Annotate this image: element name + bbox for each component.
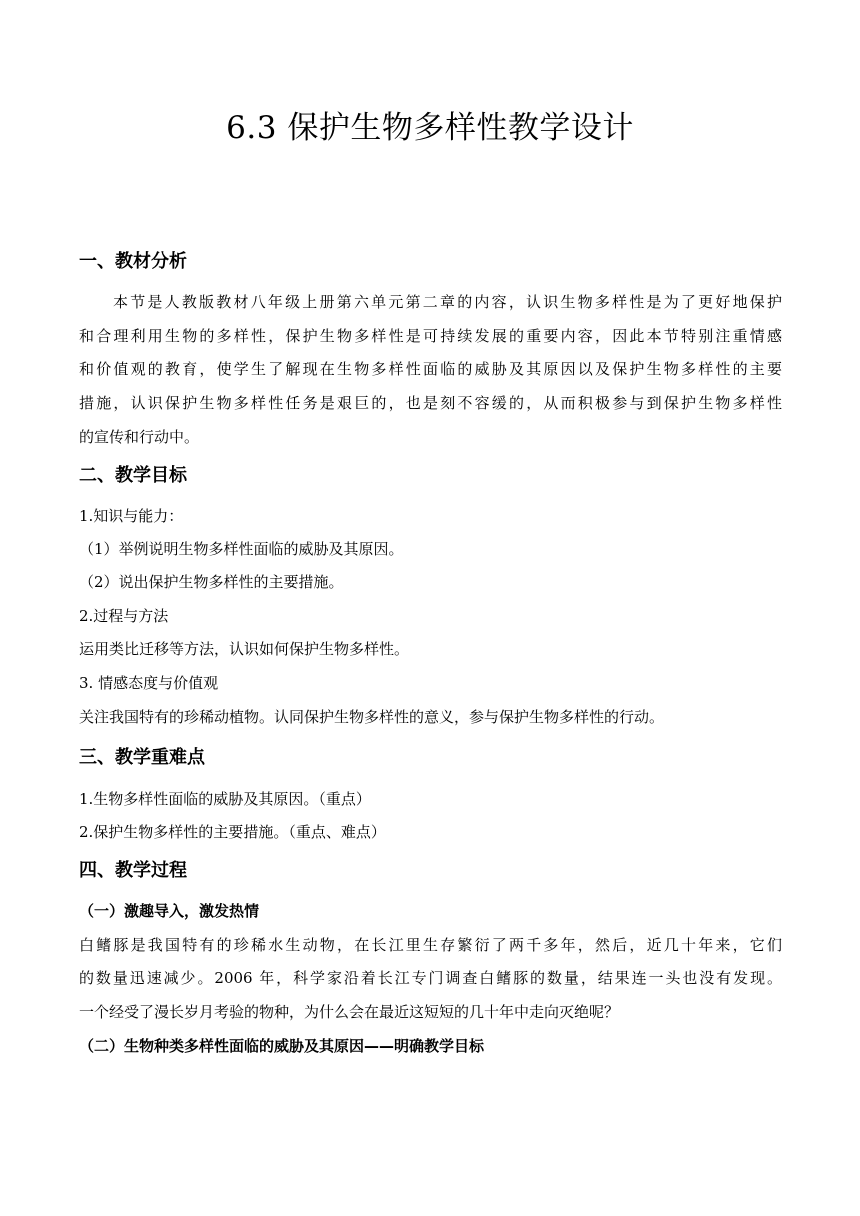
section-heading-process: 四、教学过程 <box>79 860 187 881</box>
section-heading-analysis: 一、教材分析 <box>79 251 187 272</box>
paragraph-line: 和合理利用生物的多样性，保护生物多样性是可持续发展的重要内容，因此本节特别注重情感 <box>79 327 782 345</box>
goal-line: 运用类比迁移等方法，认识如何保护生物多样性。 <box>79 640 410 658</box>
paragraph-line: 的宣传和行动中。 <box>79 428 200 446</box>
paragraph-line: 白鳍豚是我国特有的珍稀水生动物，在长江里生存繁衍了两千多年，然后，近几十年来，它们 <box>79 936 782 954</box>
key-point-line: 2.保护生物多样性的主要措施。（重点、难点） <box>79 823 386 841</box>
paragraph-line: 一个经受了漫长岁月考验的物种，为什么会在最近这短短的几十年中走向灭绝呢？ <box>79 1003 620 1021</box>
paragraph-line: 本节是人教版教材八年级上册第六单元第二章的内容，认识生物多样性是为了更好地保护 <box>113 293 782 311</box>
paragraph-line: 措施，认识保护生物多样性任务是艰巨的，也是刻不容缓的，从而积极参与到保护生物多样性 <box>79 394 782 412</box>
section-heading-key-points: 三、教学重难点 <box>79 747 205 768</box>
key-point-line: 1.生物多样性面临的威胁及其原因。（重点） <box>79 790 371 808</box>
paragraph-line: 和价值观的教育，使学生了解现在生物多样性面临的威胁及其原因以及保护生物多样性的主要 <box>79 360 782 378</box>
goal-line: （1）举例说明生物多样性面临的威胁及其原因。 <box>79 540 404 558</box>
goal-line: （2）说出保护生物多样性的主要措施。 <box>79 573 344 591</box>
subsection-heading-threats: （二）生物种类多样性面临的威胁及其原因——明确教学目标 <box>79 1037 485 1055</box>
goal-line: 关注我国特有的珍稀动植物。认同保护生物多样性的意义，参与保护生物多样性的行动。 <box>79 708 665 726</box>
section-heading-goals: 二、教学目标 <box>79 465 187 486</box>
document-title: 6.3 保护生物多样性教学设计 <box>226 110 634 146</box>
paragraph-line: 的数量迅速减少。2006 年，科学家沿着长江专门调查白鳍豚的数量，结果连一头也没有发现。 <box>79 969 782 987</box>
goal-line: 1.知识与能力： <box>79 507 184 525</box>
goal-line: 2.过程与方法 <box>79 607 169 625</box>
subsection-heading-intro: （一）激趣导入，激发热情 <box>79 902 260 920</box>
goal-line: 3. 情感态度与价值观 <box>79 674 219 692</box>
